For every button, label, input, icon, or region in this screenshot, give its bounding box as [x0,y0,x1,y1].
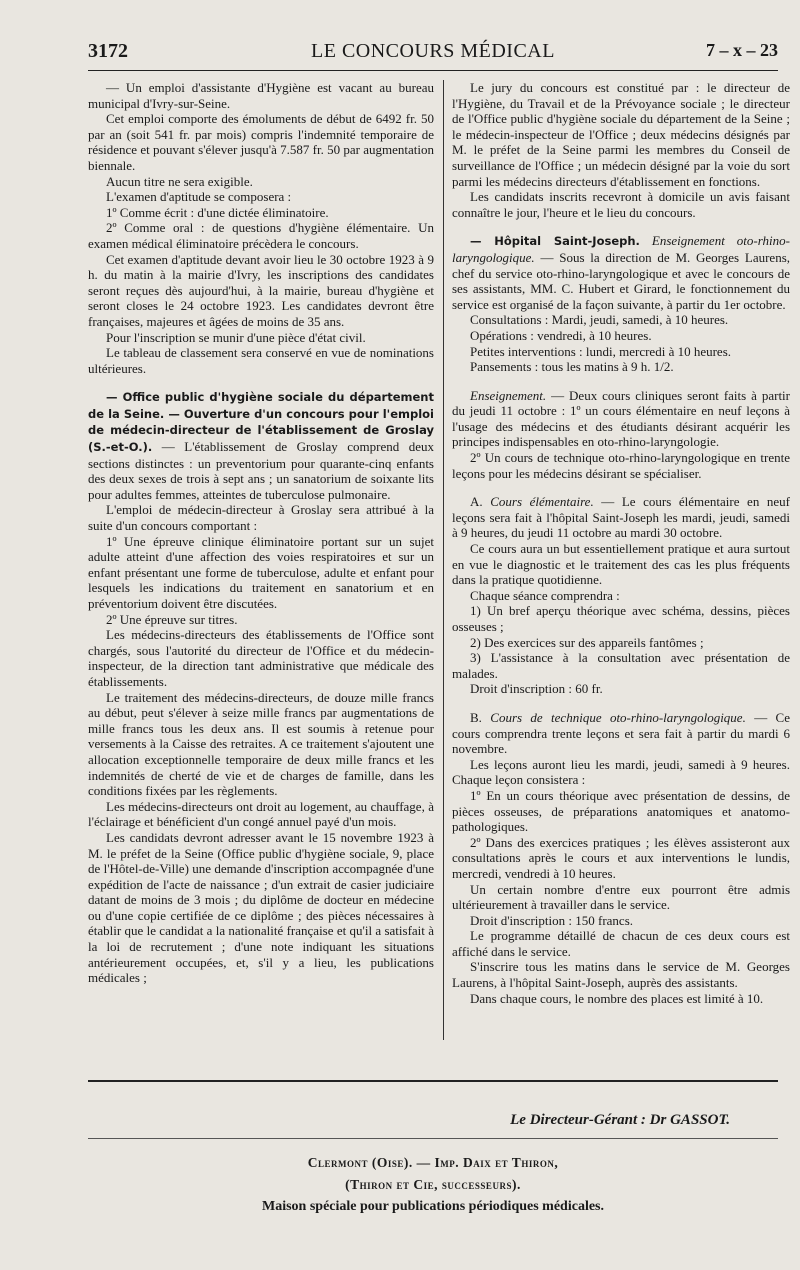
paragraph: Opérations : vendredi, à 10 heures. [470,327,652,343]
paragraph: Un certain nombre d'entre eux pourront être admis ultérieurement à travailler dans le service. [452,881,790,913]
course-title: Cours de technique oto-rhino-laryngologique. [481,709,746,725]
left-column [88,80,434,986]
printer-line: Clermont (Oise). — Imp. Daix et Thiron, [307,1155,559,1170]
paragraph: L'emploi de médecin-directeur à Groslay sera attribué à la suite d'un concours comportant : [88,502,434,534]
paragraph: Pansements : tous les matins à 9 h. 1/2. [470,359,674,375]
footer-thin-rule [88,1138,778,1139]
paragraph: Dans chaque cours, le nombre des places est limité à 10. [470,990,764,1006]
paragraph: — Un emploi d'assistante d'Hygiène est vacant au bureau municipal d'Ivry-sur-Seine. [88,80,434,111]
paragraph: Aucun titre ne sera exigible. [106,173,253,189]
course-text: — Ce cours comprendra trente leçons et sera fait à partir du mardi 6 novembre. [452,709,790,757]
paragraph: Ce cours aura un but essentiellement pratique et aura surtout en vue le diagnostic et le traitement des cas les plus fréquents dans la pratique quotidienne. [452,541,790,588]
course-title: Cours élémentaire. [482,494,594,510]
paragraph: Pour l'inscription se munir d'une pièce d'état civil. [106,329,366,345]
notice-text: — Sous la direction de M. Georges Laurens, chef du service oto-rhino-laryngologique et avec le concours de ses assistants, MM. C. Hubert et Girard, le fonctionnement du service est organisé de la façon suivante, à partir du 1er octobre. [452,249,790,312]
paragraph: Cet emploi comporte des émoluments de début de 6492 fr. 50 par an (soit 541 fr. par mois) compris l'indemnité temporaire de résidence et pouvant s'élever jusqu'à 7.587 fr. 50 par augmentation biennale. [88,111,434,173]
notice-heading: — Office public d'hygiène sociale du département de la Seine. — Ouverture d'un concours pour l'emploi de médecin-directeur de l'établissement de Groslay (S.-et-O.). [88,390,434,455]
page-number: 3172 [88,40,128,62]
paragraph: Les médecins-directeurs des établissements de l'Office sont chargés, sous l'autorité du directeur de l'Office et du médecin-inspecteur, de la direction tant administrative que médicale des établissements. [88,627,434,689]
notice-text: — L'établissement de Groslay comprend deux sections distinctes : un preventorium pour quarante-cinq enfants des deux sexes de trois à sept ans ; un sanatorium de soixante lits pour adultes femmes, atteintes de tuberculose pulmonaire. [88,439,434,502]
paragraph: 2º Comme oral : de questions d'hygiène élémentaire. Un examen médical éliminatoire précèdera le concours. [88,220,434,251]
paragraph: 1º En un cours théorique avec présentation de dessins, de pièces osseuses, de préparations anatomiques et anatomo-pathologiques. [452,787,790,835]
printer-line: Maison spéciale pour publications périodiques médicales. [262,1199,604,1214]
course-letter: B. [470,709,482,725]
paragraph: Les médecins-directeurs ont droit au logement, au chauffage, à l'éclairage et bénéficient d'un congé annuel payé d'un mois. [88,798,434,830]
footer-rule [88,1080,778,1082]
paragraph: 1º Une épreuve clinique éliminatoire portant sur un sujet adulte atteint d'une affection des voies respiratoires et sur un enfant présentant une forme de tuberculose, adulte et enfant pour lesquels les indications du traitement en sanatorium et en préventorium doivent être discutées. [88,533,434,611]
paragraph: Les candidats devront adresser avant le 15 novembre 1923 à M. le préfet de la Seine (Office public d'hygiène sociale, 9, place de l'Hôtel-de-Ville) une demande d'inscription accompagnée d'une expédition de l'acte de naissance ; d'un extrait de casier judiciaire datant de moins de 3 mois ; du diplôme de docteur en médecine ou d'une copie certifiée de ce diplôme ; des pièces nécessaires à établir que le candidat a la nationalité française et qu'il a satisfait à la loi de recrutement ; d'une note indiquant les situations antérieurement occupées, et, s'il y a lieu, les publications médicales ; [88,829,434,986]
column-divider [443,80,444,1040]
teaching-paragraph [452,388,790,450]
paragraph: Petites interventions : lundi, mercredi à 10 heures. [470,343,732,359]
paragraph: Consultations : Mardi, jeudi, samedi, à 10 heures. [470,312,729,328]
paragraph: Le jury du concours est constitué par : le directeur de l'Hygiène, du Travail et de la Prévoyance sociale ; le directeur de l'Office public d'hygiène sociale du département de la Seine ; le médecin-inspecteur de l'Office ; deux médecins désignés par M. le préfet de la Seine parmi les membres du Conseil de surveillance de l'Office ; un médecin désigné par la voie du sort parmi les médecins directeurs d'établissement en fonctions. [452,80,790,189]
paragraph: 2) Des exercices sur des appareils fantômes ; [470,634,704,650]
paragraph: Les leçons auront lieu les mardi, jeudi, samedi à 9 heures. Chaque leçon consistera : [452,756,790,788]
section-label: Enseignement. [470,387,547,403]
paragraph: 2º Dans des exercices pratiques ; les élèves assisteront aux consultations après le cours et aux interventions le lundis, mercredi, vendredi à 10 heures. [452,834,790,881]
notice-heading: — Hôpital Saint-Joseph. [470,234,640,249]
header-rule [88,70,778,71]
right-column [452,80,790,1006]
hospital-notice [452,233,790,312]
paragraph: 3) L'assistance à la consultation avec présentation de malades. [452,650,790,681]
course-letter: A. [470,494,483,510]
paragraph: Les candidats inscrits recevront à domicile un avis faisant connaître le jour, l'heure et le lieu du concours. [452,189,790,220]
issue-date: 7 – x – 23 [706,40,778,60]
printer-line: (Thiron et Cie, successeurs). [345,1177,521,1192]
paragraph: Le tableau de classement sera conservé en vue de nominations ultérieures. [88,345,434,376]
paragraph: Cet examen d'aptitude devant avoir lieu le 30 octobre 1923 à 9 h. du matin à la mairie d'Ivry, les inscriptions des candidates seront reçues dès aujourd'hui, à la mairie, bureau d'hygiène et seront closes le 24 octobre 1923. Les candidates devront être françaises, majeures et âgées de moins de 35 ans. [88,251,434,329]
paragraph: Chaque séance comprendra : [470,587,620,603]
course-text: — Le cours élémentaire en neuf leçons sera fait à l'hôpital Saint-Joseph les mardi, jeudi, samedi à 9 heures, du jeudi 11 octobre au mardi 30 octobre. [452,494,790,541]
page-header [88,40,778,64]
paragraph: 1º Comme écrit : d'une dictée éliminatoire. [106,204,329,220]
notice-subheading: Enseignement oto-rhino-laryngologique. [452,233,790,265]
paragraph: 1) Un bref aperçu théorique avec schéma, dessins, pièces osseuses ; [452,603,790,634]
paragraph: 2º Un cours de technique oto-rhino-laryngologique en trente leçons pour les médecins désirant se spécialiser. [452,450,790,481]
paragraph: Droit d'inscription : 150 francs. [470,912,634,928]
course-a [452,494,790,541]
paragraph: S'inscrire tous les matins dans le service de M. Georges Laurens, à l'hôpital Saint-Joseph, auprès des assistants. [452,959,790,991]
section-text: — Deux cours cliniques seront faits à partir du jeudi 11 octobre : 1º un cours élémentaire en neuf leçons à l'usage des médecins et des étudiants désirant acquérir les principes indispensables en oto-rhino-laryngologie. [452,387,790,450]
paragraph: L'examen d'aptitude se composera : [106,189,292,205]
paragraph: Le programme détaillé de chacun de ces deux cours est affiché dans le service. [452,928,790,959]
paragraph: Le traitement des médecins-directeurs, de douze mille francs au début, peut s'élever à seize mille francs par augmentations de mille francs tous les deux ans. Il est soumis à retenue pour versements à la Caisse des retraites. A ce traitement s'ajoutent une allocation exceptionnelle temporaire de deux mille francs et les indemnités de cherté de vie et de charges de famille, dans les conditions fixées par les règlements. [88,689,434,799]
paragraph: 2º Une épreuve sur titres. [106,611,238,627]
journal-title: LE CONCOURS MÉDICAL [311,40,555,62]
groslay-notice [88,389,434,502]
director-signature: Le Directeur-Gérant : Dr GASSOT. [510,1112,730,1128]
paragraph: Droit d'inscription : 60 fr. [470,681,603,697]
printer-imprint [88,1152,778,1218]
course-b [452,710,790,757]
